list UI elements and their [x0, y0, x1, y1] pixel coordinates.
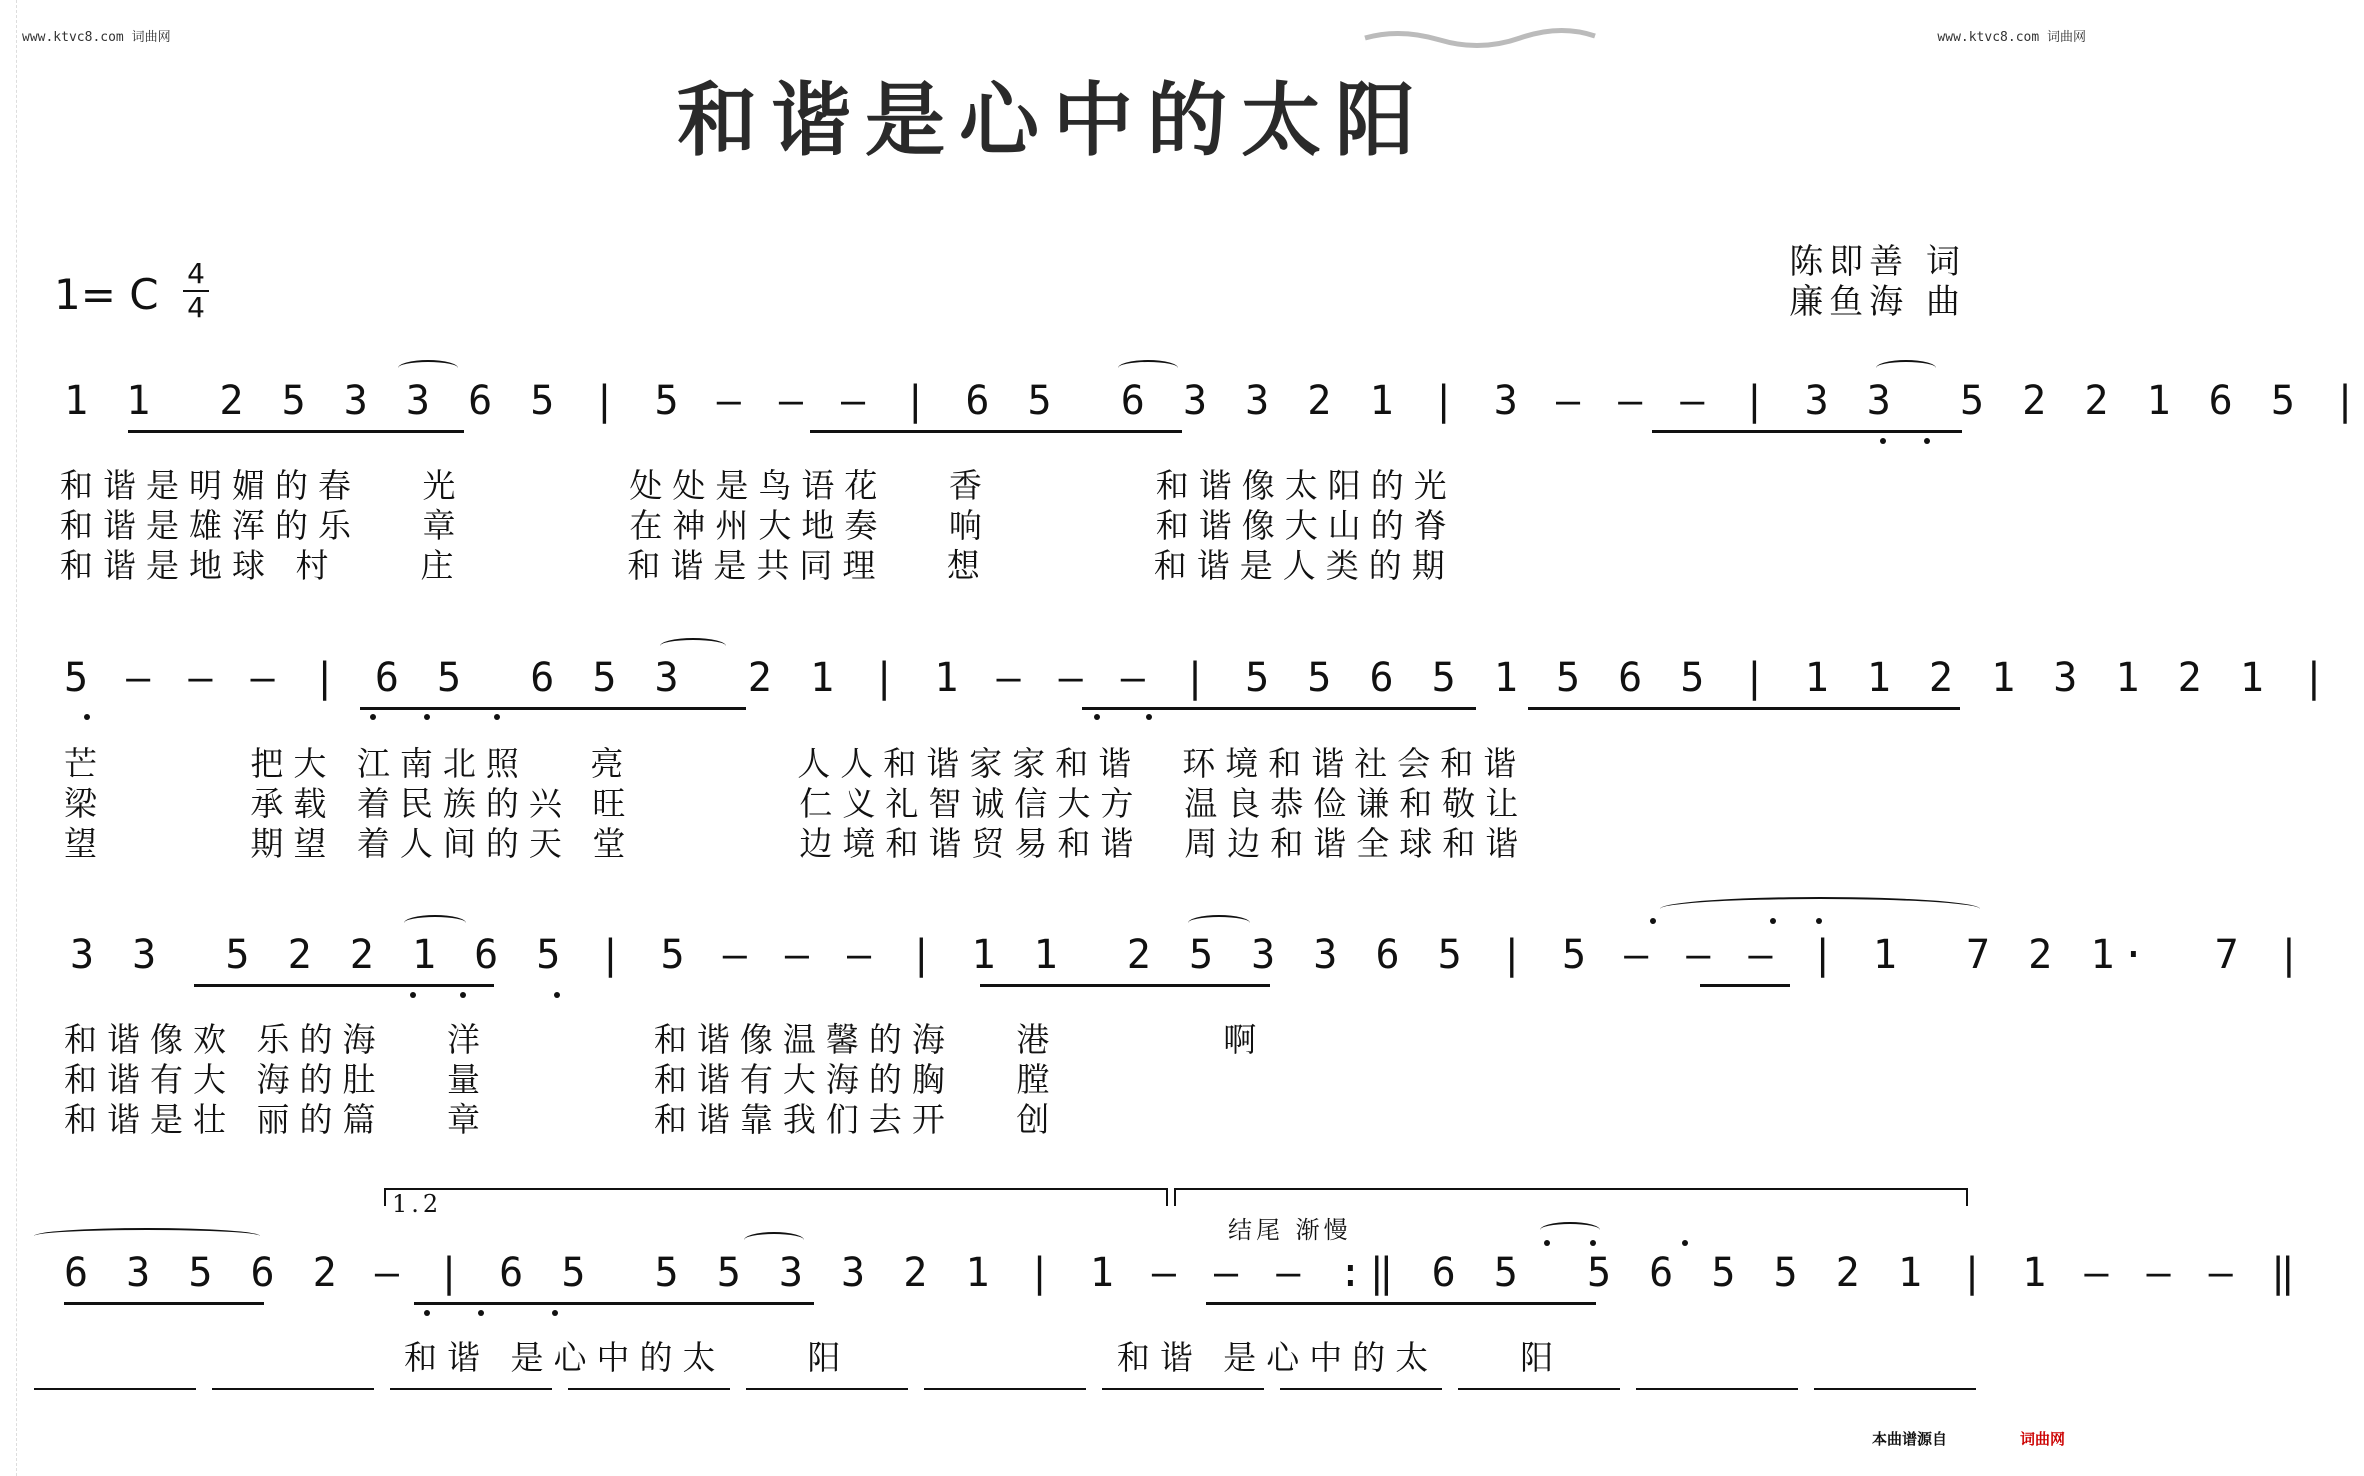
slur: [1188, 915, 1250, 931]
source-note: 本曲谱源自: [1872, 1430, 1948, 1448]
slur: [404, 915, 466, 931]
beam: [1700, 984, 1790, 987]
beam: [1206, 1302, 1596, 1305]
beam: [1652, 430, 1962, 433]
low-octave-dot: [424, 714, 430, 720]
high-octave-dot: [1650, 918, 1656, 924]
low-octave-dot: [1924, 438, 1930, 444]
time-signature: [180, 258, 212, 324]
volta-label: 1.2: [392, 1190, 443, 1218]
low-octave-dot: [370, 714, 376, 720]
low-octave-dot: [552, 1310, 558, 1316]
lyrics-2-v1: 芒 把大 江南北照 亮 人人和谐家家和谐 环境和谐社会和谐: [64, 744, 1527, 783]
ending-bracket: [1174, 1188, 1968, 1206]
lyrics-4: 和谐 是心中的太 阳 和谐 是心中的太 阳: [404, 1338, 1564, 1377]
footer-rule: [34, 1388, 196, 1390]
beam: [360, 707, 746, 710]
phrase-slur: [34, 1228, 260, 1244]
slur: [1540, 1222, 1600, 1238]
lyrics-2-v2: 梁 承载 着民族的兴 旺 仁义礼智诚信大方 温良恭俭谦和敬让: [64, 784, 1529, 823]
lyrics-1-v1: 和谐是明媚的春 光 处处是鸟语花 香 和谐像太阳的光: [60, 466, 1457, 505]
ending-mark: 结尾 渐慢: [1228, 1216, 1352, 1244]
footer-rule: [1458, 1388, 1620, 1390]
high-octave-dot: [1590, 1240, 1596, 1246]
low-octave-dot: [554, 992, 560, 998]
footer-rule: [1280, 1388, 1442, 1390]
notation-line-2: 5 — — — | 6 5 6 5 3 2 1 | 1 — — — | 5 5 6 5 1 5 6 5 | 1 1 2 1 3 1 2 1 |: [64, 655, 2333, 701]
footer-rule: [568, 1388, 730, 1390]
footer-rule: [924, 1388, 1086, 1390]
song-title: 和谐是心中的太阳: [677, 73, 1429, 167]
composer: 廉鱼海 曲: [1789, 282, 1966, 322]
footer-rule: [1636, 1388, 1798, 1390]
low-octave-dot: [410, 992, 416, 998]
low-octave-dot: [460, 992, 466, 998]
slur: [744, 1232, 804, 1248]
beam: [414, 1302, 814, 1305]
slur: [398, 360, 458, 376]
low-octave-dot: [494, 714, 500, 720]
key-signature: 1= C: [54, 270, 159, 319]
time-denominator: 4: [187, 291, 205, 324]
slur: [1118, 360, 1178, 376]
footer-rule: [1814, 1388, 1976, 1390]
beam: [1528, 707, 1960, 710]
high-octave-dot: [1816, 918, 1822, 924]
low-octave-dot: [1146, 714, 1152, 720]
notation-line-1: 1 1 2 5 3 3 6 5 | 5 — — — | 6 5 6 3 3 2 1 | 3 — — — | 3 3 5 2 2 1 6 5 |: [64, 378, 2364, 424]
footer-rule: [746, 1388, 908, 1390]
site-mark-right: www.ktvc8.com 词曲网: [1937, 30, 2086, 45]
beam: [64, 1302, 264, 1305]
beam: [194, 984, 494, 987]
slur: [1876, 360, 1936, 376]
low-octave-dot: [478, 1310, 484, 1316]
brand-link[interactable]: 词曲网: [2020, 1430, 2066, 1448]
lyrics-3-v2: 和谐有大 海的肚 量 和谐有大海的胸 膛: [64, 1060, 1060, 1099]
low-octave-dot: [84, 714, 90, 720]
lyrics-3-v3: 和谐是壮 丽的篇 章 和谐靠我们去开 创: [64, 1100, 1060, 1139]
low-octave-dot: [424, 1310, 430, 1316]
beam: [1082, 707, 1476, 710]
beam: [810, 430, 1182, 433]
high-octave-dot: [1682, 1240, 1688, 1246]
footer-rule: [1102, 1388, 1264, 1390]
beam: [980, 984, 1270, 987]
volta-bracket: [384, 1188, 1168, 1206]
lyrics-3-v1: 和谐像欢 乐的海 洋 和谐像温馨的海 港 啊: [64, 1020, 1267, 1059]
notation-line-4: 6 3 5 6 2 — | 6 5 5 5 3 3 2 1 | 1 — — — :‖ 6 5 5 6 5 5 2 1 | 1 — — — ‖: [64, 1250, 2302, 1296]
scan-smudge: [1360, 18, 1600, 58]
notation-line-3: 3 3 5 2 2 1 6 5 | 5 — — — | 1 1 2 5 3 3 6 5 | 5 — — — | 1 7 2 1· 7 |: [70, 932, 2308, 978]
footer-rule: [390, 1388, 552, 1390]
low-octave-dot: [1094, 714, 1100, 720]
slur: [660, 638, 726, 654]
lyrics-1-v2: 和谐是雄浑的乐 章 在神州大地奏 响 和谐像大山的脊: [60, 506, 1457, 545]
time-numerator: 4: [187, 257, 205, 290]
site-mark-left: www.ktvc8.com 词曲网: [22, 30, 171, 45]
high-octave-dot: [1544, 1240, 1550, 1246]
footer-rule: [212, 1388, 374, 1390]
lyricist: 陈即善 词: [1789, 242, 1966, 282]
beam: [128, 430, 464, 433]
lyrics-1-v3: 和谐是地球 村 庄 和谐是共同理 想 和谐是人类的期: [60, 546, 1455, 585]
left-margin-strip: [0, 0, 17, 1476]
lyrics-2-v3: 望 期望 着人间的天 堂 边境和谐贸易和谐 周边和谐全球和谐: [64, 824, 1529, 863]
low-octave-dot: [1880, 438, 1886, 444]
high-octave-dot: [1770, 918, 1776, 924]
